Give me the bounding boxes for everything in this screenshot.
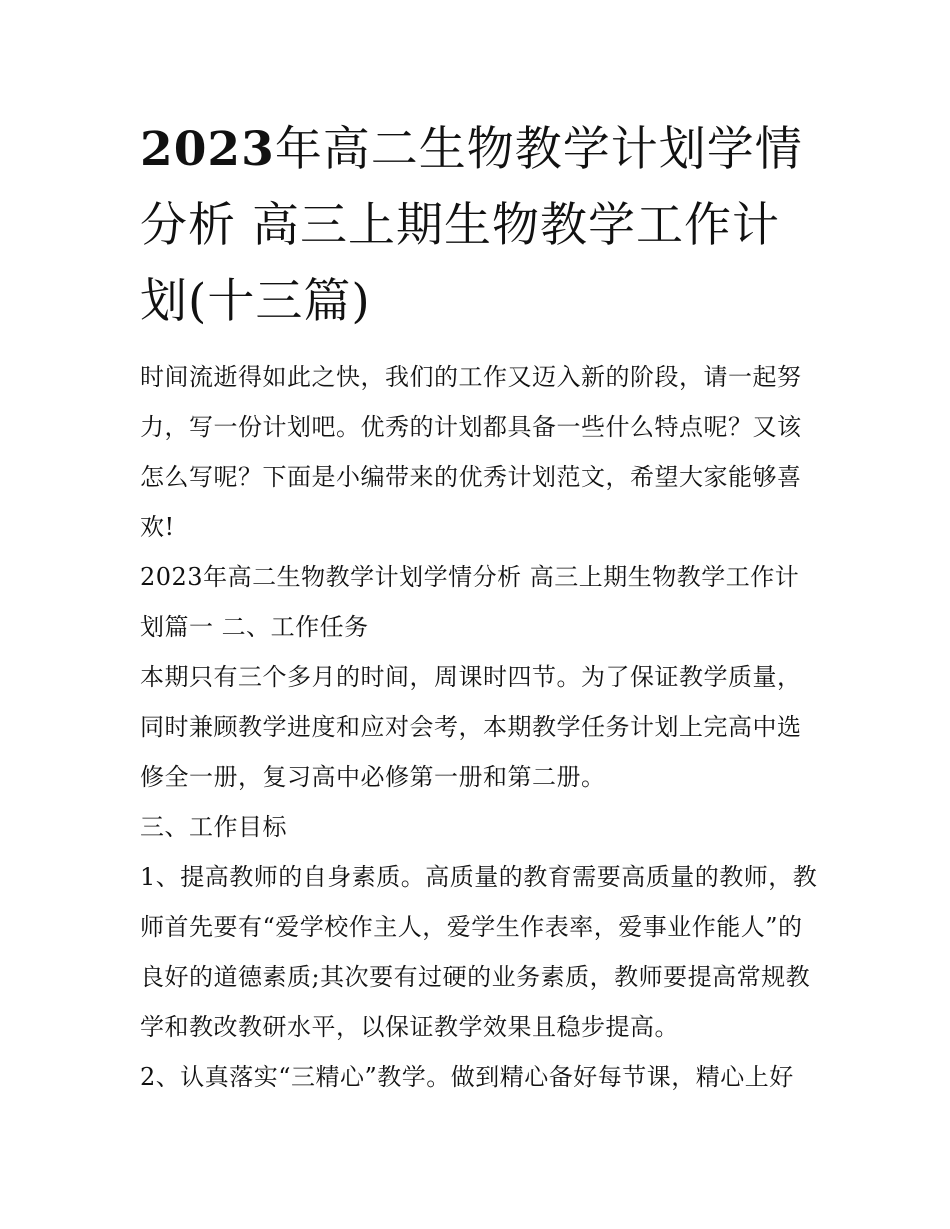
section-heading-paragraph: 2023年高二生物教学计划学情分析 高三上期生物教学工作计划篇一 二、工作任务	[140, 563, 800, 641]
goal-item-2: 2、认真落实“三精心”教学。做到精心备好每节课，精心上好	[140, 1063, 794, 1091]
intro-paragraph: 时间流逝得如此之快，我们的工作又迈入新的阶段，请一起努力，写一份计划吧。优秀的计划都具备一些什么特点呢？又该怎么写呢？下面是小编带来的优秀计划范文，希望大家能够喜欢!	[140, 363, 802, 541]
task-paragraph: 本期只有三个多月的时间，周课时四节。为了保证教学质量，同时兼顾教学进度和应对会考，本期教学任务计划上完高中选修全一册，复习高中必修第一册和第二册。	[140, 663, 802, 791]
goal-heading: 三、工作目标	[140, 813, 287, 841]
title-year: 2023	[140, 122, 275, 177]
document-title	[140, 112, 820, 340]
title-text: 年高二生物教学计划学情分析 高三上期生物教学工作计划(十三篇)	[140, 122, 803, 329]
document-page	[140, 112, 820, 1102]
goal-item-1: 1、提高教师的自身素质。高质量的教育需要高质量的教师，教师首先要有“爱学校作主人，爱学生作表率，爱事业作能人”的良好的道德素质;其次要有过硬的业务素质，教师要提高常规教学和教改教研水平，以保证教学效果且稳步提高。	[140, 863, 818, 1041]
document-body	[140, 352, 820, 1102]
